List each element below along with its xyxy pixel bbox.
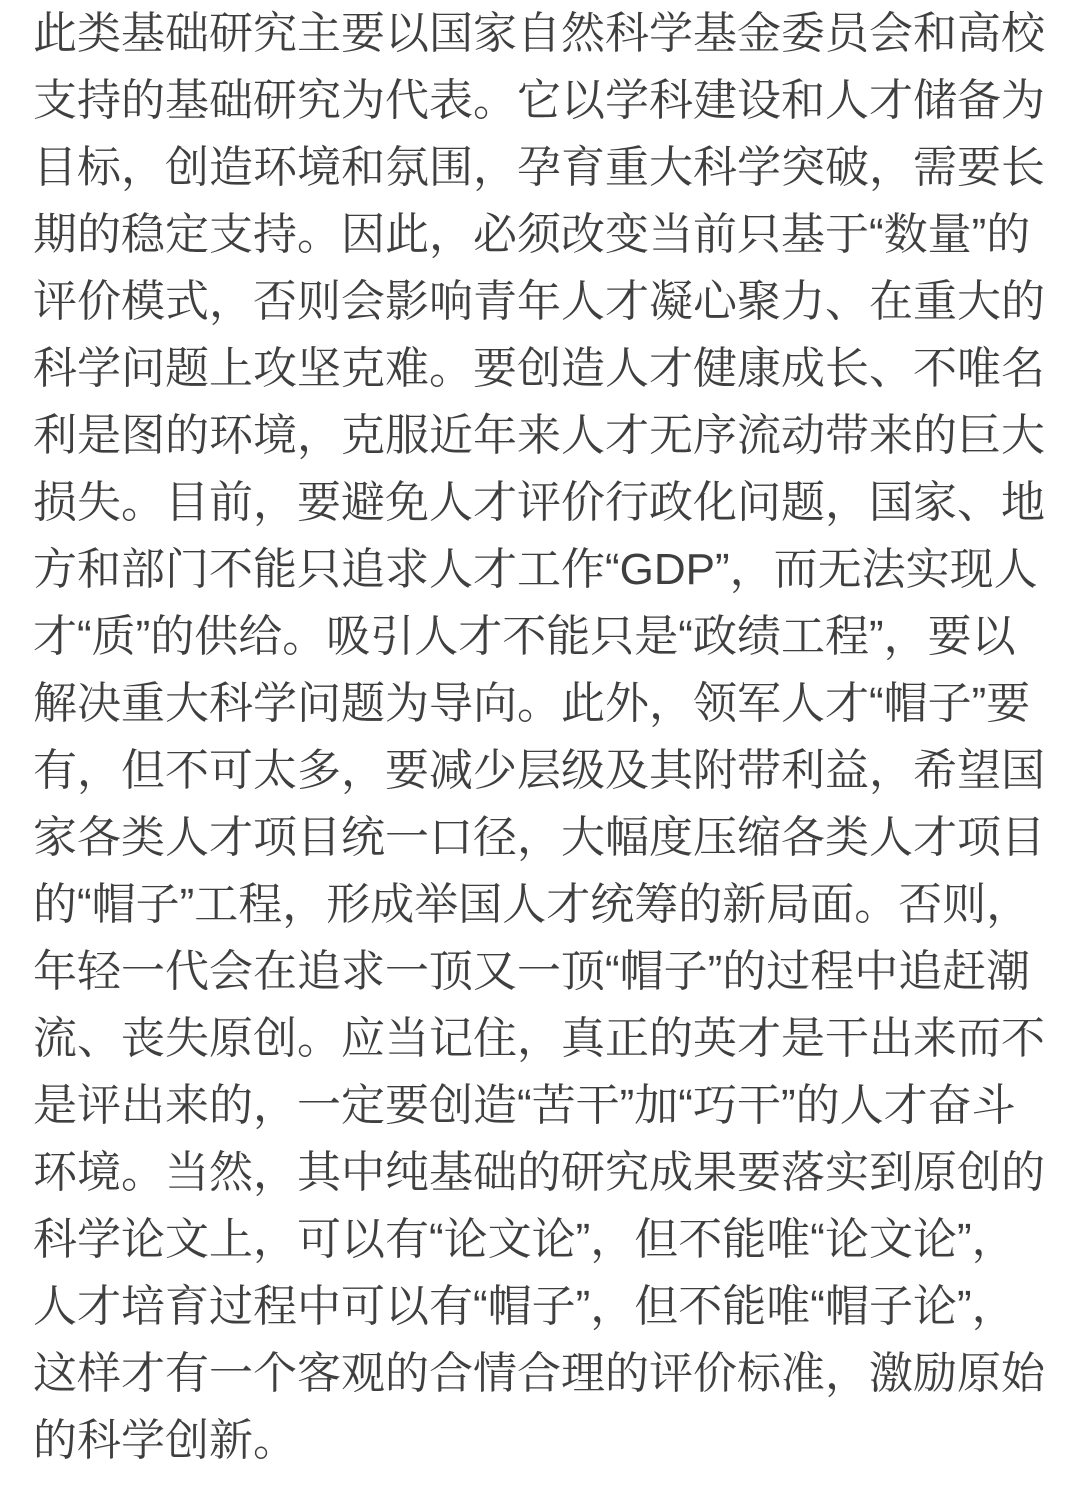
text-line: 目标，创造环境和氛围，孕育重大科学突破，需要长 <box>33 143 1045 192</box>
text-line: 的“帽子”工程，形成举国人才统筹的新局面。否则， <box>33 880 1031 929</box>
text-line: 利是图的环境，克服近年来人才无序流动带来的巨大 <box>33 411 1045 460</box>
text-line: 方和部门不能只追求人才工作“GDP”，而无法实现人 <box>33 545 1038 594</box>
text-line: 期的稳定支持。因此，必须改变当前只基于“数量”的 <box>33 210 1031 259</box>
text-line: 解决重大科学问题为导向。此外，领军人才“帽子”要 <box>33 679 1031 728</box>
text-line: 流、丧失原创。应当记住，真正的英才是干出来而不 <box>33 1014 1045 1063</box>
text-line: 损失。目前，要避免人才评价行政化问题，国家、地 <box>33 478 1045 527</box>
text-line: 此类基础研究主要以国家自然科学基金委员会和高校 <box>33 9 1045 58</box>
text-line: 这样才有一个客观的合情合理的评价标准，激励原始 <box>33 1349 1045 1398</box>
text-line: 评价模式，否则会影响青年人才凝心聚力、在重大的 <box>33 277 1045 326</box>
text-line: 科学问题上攻坚克难。要创造人才健康成长、不唯名 <box>33 344 1045 393</box>
text-line: 年轻一代会在追求一顶又一顶“帽子”的过程中追赶潮 <box>33 947 1031 996</box>
text-line: 人才培育过程中可以有“帽子”，但不能唯“帽子论”， <box>33 1282 1016 1331</box>
text-line: 的科学创新。 <box>33 1416 297 1465</box>
text-line: 支持的基础研究为代表。它以学科建设和人才储备为 <box>33 76 1045 125</box>
text-line: 环境。当然，其中纯基础的研究成果要落实到原创的 <box>33 1148 1045 1197</box>
text-line: 科学论文上，可以有“论文论”，但不能唯“论文论”， <box>33 1215 1016 1264</box>
text-line: 有，但不可太多，要减少层级及其附带利益，希望国 <box>33 746 1045 795</box>
text-line: 是评出来的，一定要创造“苦干”加“巧干”的人才奋斗 <box>33 1081 1016 1130</box>
text-line: 才“质”的供给。吸引人才不能只是“政绩工程”，要以 <box>33 612 1016 661</box>
text-line: 家各类人才项目统一口径，大幅度压缩各类人才项目 <box>33 813 1045 862</box>
